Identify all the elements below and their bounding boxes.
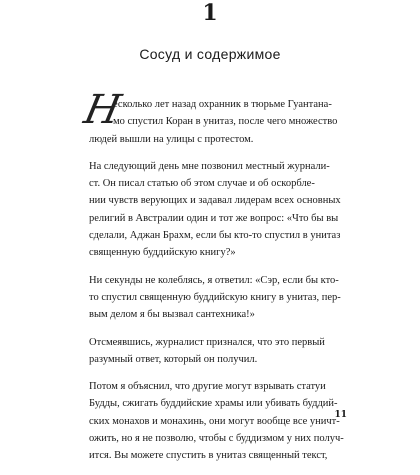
chapter-number: 1 (202, 0, 218, 26)
text-line: людей вышли на улицы с протестом. (89, 133, 254, 145)
text-line: сделали, Аджан Брахм, если бы кто-то спустил в унитаз (89, 230, 341, 242)
paragraph-5 (89, 378, 345, 464)
page-number: 11 (334, 410, 347, 420)
text-line: ожить, но я не позволю, чтобы с буддизмом у них получ- (89, 433, 344, 445)
text-line: есколько лет назад охранник в тюрьме Гуантана- (113, 99, 332, 110)
text-line: то спустил священную буддийскую книгу в унитаз, пер- (89, 291, 341, 303)
text-line: На следующий день мне позвонил местный журнали- (89, 160, 330, 172)
body-text (80, 87, 345, 475)
text-line: мо спустил Коран в унитаз, после чего множество (113, 116, 338, 128)
text-line: ских монахов и монахинь, они могут вообще все уничт- (89, 415, 340, 427)
text-line: разумный ответ, который он получил. (89, 353, 258, 365)
paragraph-1 (80, 87, 345, 148)
text-line: Будды, сжигать буддийские храмы или убивать буддий- (89, 398, 338, 410)
text-line: ст. Он писал статью об этом случае и об оскорбле- (89, 178, 315, 190)
chapter-title: Сосуд и содержимое (139, 46, 281, 62)
drop-cap: Н (80, 87, 125, 133)
text-line: нии чувств верующих и задавал лидерам всех основных (89, 195, 341, 207)
text-line: вым делом я бы вызвал сантехника!» (89, 309, 255, 321)
text-line: религий в Австралии один и тот же вопрос: «Что бы вы (89, 212, 339, 224)
paragraph-2 (89, 158, 345, 262)
text-line: Ни секунды не колеблясь, я ответил: «Сэр, если бы кто- (89, 274, 339, 286)
text-line: Потом я объяснил, что другие могут взрывать статуи (89, 381, 326, 393)
text-line: священную буддийскую книгу?» (89, 247, 236, 259)
paragraph-3 (89, 272, 345, 324)
paragraph-4 (89, 334, 345, 369)
text-line: ится. Вы можете спустить в унитаз священный текст, (89, 450, 328, 462)
text-line: Отсмеявшись, журналист признался, что это первый (89, 336, 325, 348)
